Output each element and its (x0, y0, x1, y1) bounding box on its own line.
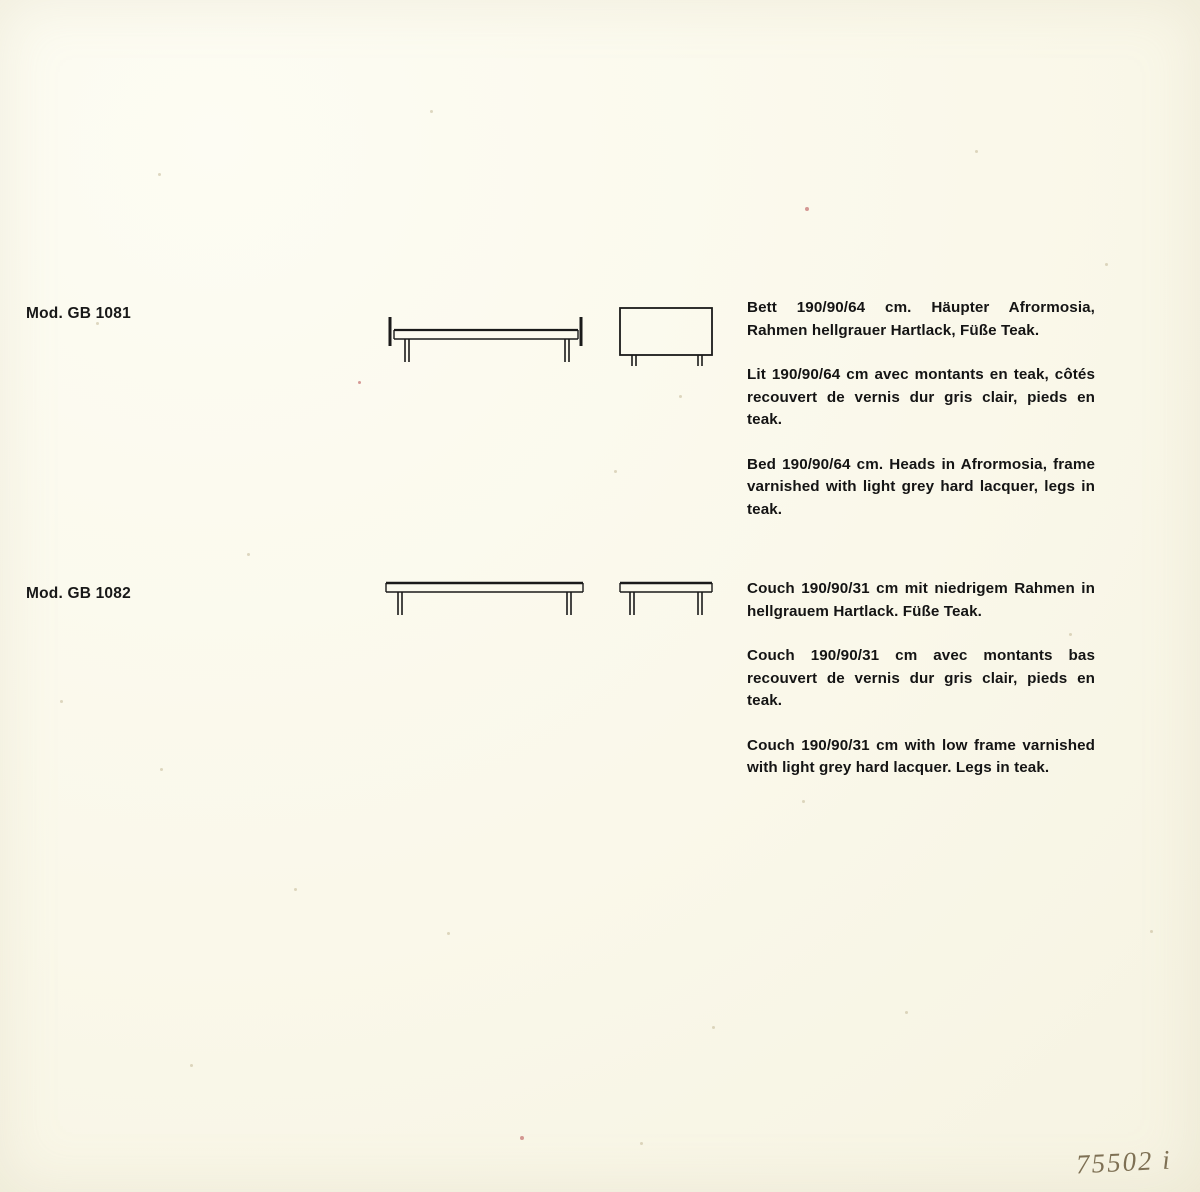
description-de-gb-1082: Couch 190/90/31 cm mit niedrigem Rahmen in hellgrauem Hartlack. Füße Teak. (747, 580, 1095, 620)
description-block-gb-1081 (747, 297, 1095, 521)
bed-drawings-group (380, 290, 720, 380)
couch-side-view-drawing (380, 570, 720, 630)
bed-side-view-drawing (380, 290, 720, 380)
model-label-gb-1081: Mod. GB 1081 (26, 305, 131, 322)
description-en-gb-1082: Couch 190/90/31 cm with low frame varnished with light grey hard lacquer. Legs in teak. (747, 736, 1095, 776)
description-de-gb-1081: Bett 190/90/64 cm. Häupter Afrormosia, Rahmen hellgrauer Hartlack, Füße Teak. (747, 299, 1095, 339)
handwritten-reference-number: 75502 i (1075, 1144, 1173, 1180)
description-en-gb-1081: Bed 190/90/64 cm. Heads in Afrormosia, frame varnished with light grey hard lacquer, legs in teak. (747, 455, 1095, 518)
description-block-gb-1082 (747, 578, 1095, 780)
model-label-gb-1082: Mod. GB 1082 (26, 585, 131, 602)
couch-drawings-group (380, 570, 720, 630)
description-fr-gb-1082: Couch 190/90/31 cm avec montants bas recouvert de vernis dur gris clair, pieds en teak. (747, 647, 1095, 709)
description-fr-gb-1081: Lit 190/90/64 cm avec montants en teak, côtés recouvert de vernis dur gris clair, pieds en teak. (747, 366, 1095, 428)
